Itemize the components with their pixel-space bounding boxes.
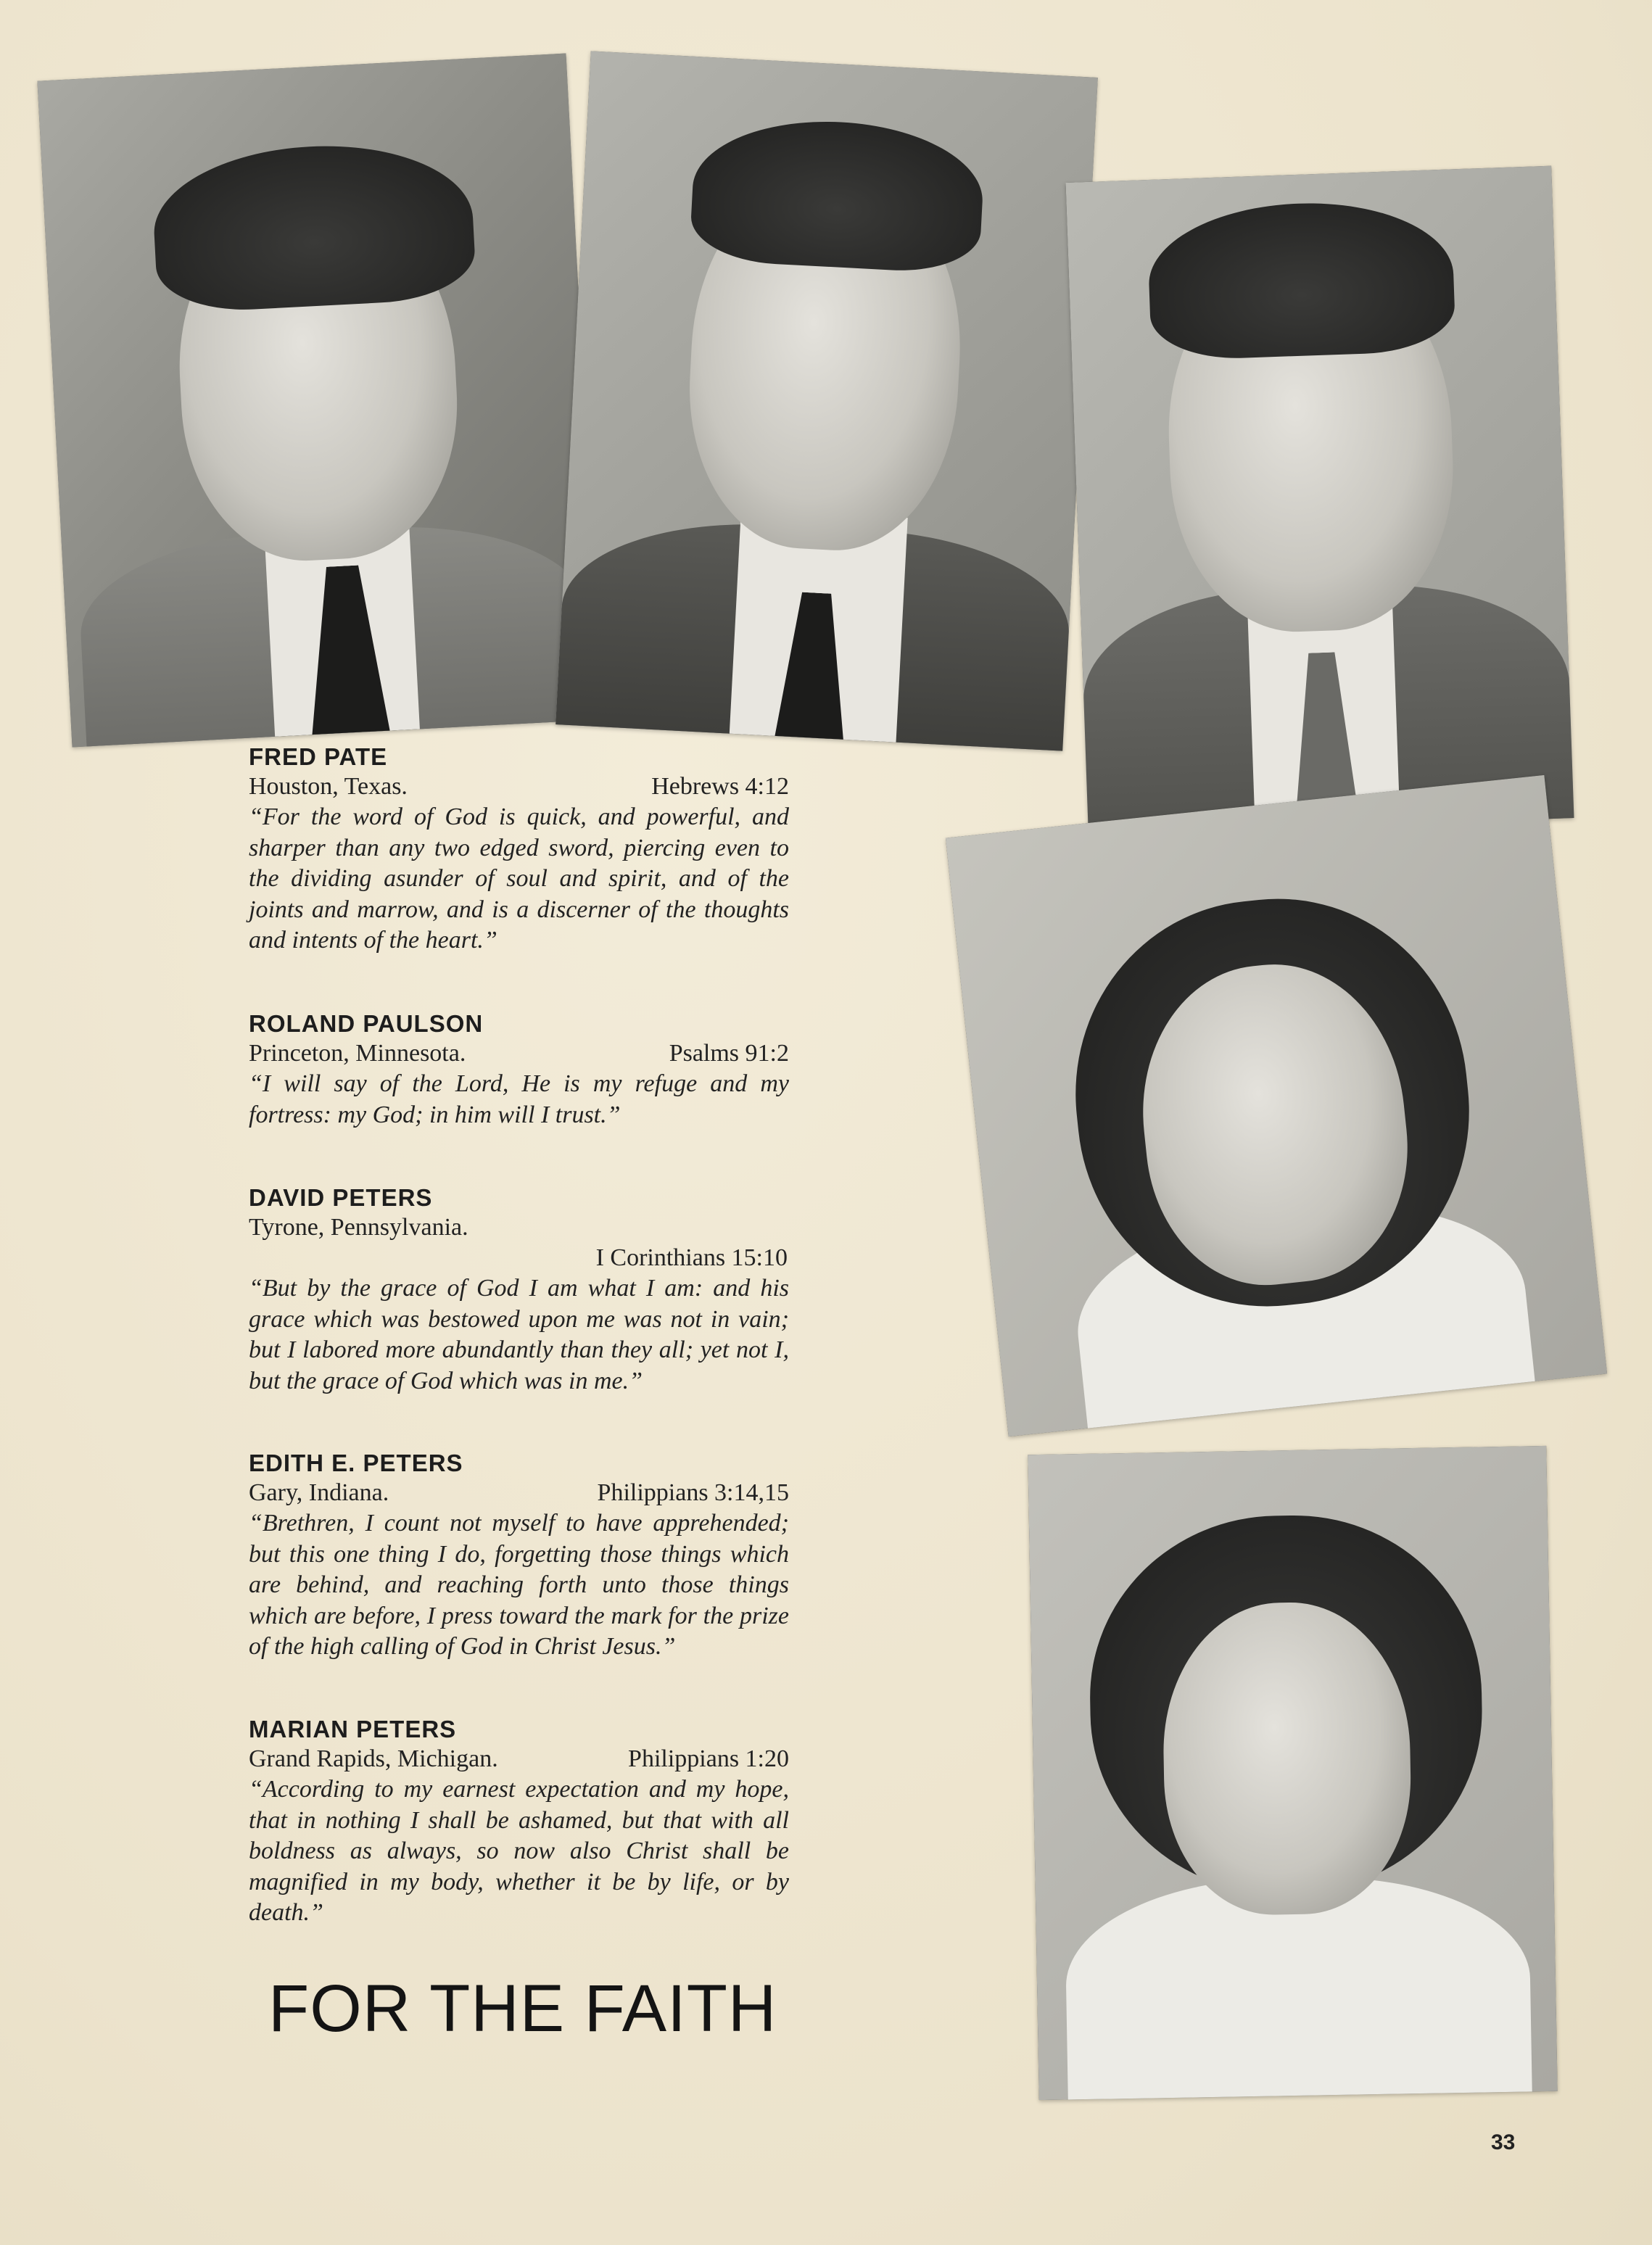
verse-reference: Psalms 91:2 — [669, 1040, 789, 1067]
verse-reference: Philippians 1:20 — [628, 1745, 789, 1772]
entry-marian-peters — [249, 1715, 789, 1929]
portrait-photo-fred-pate — [37, 54, 600, 748]
verse-quote: “Brethren, I count not myself to have apprehended; but this one thing I do, forgetting those things which are behind, and reaching forth unto those things which are before, I press toward the mark for the prize of the high calling of God in Christ Jesus.” — [249, 1510, 789, 1660]
hometown: Grand Rapids, Michigan. — [249, 1745, 498, 1772]
student-name: DAVID PETERS — [249, 1184, 433, 1211]
portrait-photo-marian-peters — [1028, 1446, 1557, 2100]
page-headline: FOR THE FAITH — [268, 1972, 777, 2046]
student-name: EDITH E. PETERS — [249, 1450, 463, 1476]
hometown: Houston, Texas. — [249, 773, 408, 800]
verse-line — [249, 1243, 789, 1273]
student-name: MARIAN PETERS — [249, 1716, 457, 1742]
page-number: 33 — [1491, 2130, 1516, 2154]
entry-fred-pate — [249, 743, 789, 956]
hometown-verse-line — [249, 1038, 789, 1069]
hometown: Tyrone, Pennsylvania. — [249, 1214, 468, 1241]
hometown-verse-line — [249, 1744, 789, 1774]
hometown-verse-line — [249, 1478, 789, 1508]
portrait-photo-roland-paulson — [556, 51, 1098, 751]
student-name: FRED PATE — [249, 743, 388, 770]
verse-reference: Hebrews 4:12 — [651, 773, 789, 800]
verse-quote: “But by the grace of God I am what I am: and his grace which was bestowed upon me was not in vain; but I labored more abundantly than they all; yet not I, but the grace of God which was in me.” — [249, 1275, 789, 1394]
hometown: Gary, Indiana. — [249, 1479, 389, 1506]
entry-edith-e-peters — [249, 1449, 789, 1663]
hometown-line — [249, 1212, 789, 1243]
student-name: ROLAND PAULSON — [249, 1010, 484, 1037]
verse-reference: Philippians 3:14,15 — [597, 1479, 789, 1506]
entry-david-peters — [249, 1183, 789, 1397]
hometown: Princeton, Minnesota. — [249, 1040, 466, 1067]
verse-quote: “I will say of the Lord, He is my refuge and my fortress: my God; in him will I trust.” — [249, 1070, 789, 1128]
portrait-photo-edith-e-peters — [946, 775, 1607, 1436]
portrait-photo-david-peters — [1065, 166, 1574, 835]
hometown-verse-line — [249, 772, 789, 802]
verse-quote: “According to my earnest expectation and my hope, that in nothing I shall be ashamed, but that with all boldness as always, so now also Christ shall be magnified in my body, whether it be by life, or by death.” — [249, 1776, 789, 1926]
entry-roland-paulson — [249, 1009, 789, 1130]
verse-quote: “For the word of God is quick, and powerful, and sharper than any two edged sword, piercing even to the dividing asunder of soul and spirit, and of the joints and marrow, and is a discerner of the thoughts and intents of the heart.” — [249, 803, 789, 954]
verse-reference: I Corinthians 15:10 — [595, 1244, 788, 1271]
